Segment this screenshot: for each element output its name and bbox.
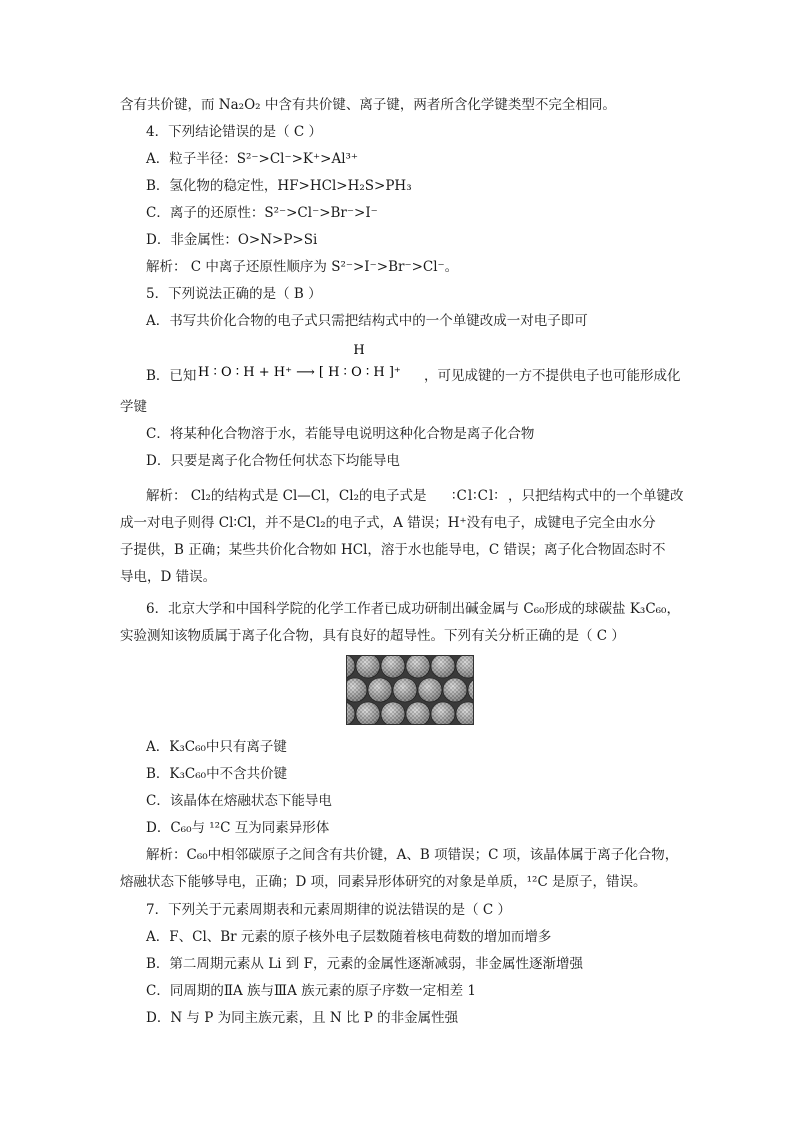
c60-sphere-shade (443, 678, 467, 702)
text-line: 含有共价键，而 Na₂O₂ 中含有共价键、离子键，两者所含化学键类型不完全相同。 (120, 97, 616, 113)
analysis-6-line1: 解析：C₆₀中相邻碳原子之间含有共价键，A、B 项错误；C 项，该晶体属于离子化合物， (146, 847, 679, 863)
analysis-5-line1-prefix: 解析： Cl₂的结构式是 Cl—Cl，Cl₂的电子式是 (146, 488, 427, 504)
analysis-5-line2: 成一对电子则得 Cl∶Cl，并不是Cl₂的电子式，A 错误；H⁺没有电子，成键电子完全由水分 (120, 515, 656, 531)
option-5c: C．将某种化合物溶于水，若能导电说明这种化合物是离子化合物 (146, 426, 535, 442)
equation-body: H ∶ O ∶ H + H⁺ ⟶ [ H ∶ O ∶ H ]⁺ (198, 365, 401, 380)
option-4b: B．氢化物的稳定性，HF>HCl>H₂S>PH₃ (146, 178, 412, 194)
analysis-5-line4: 导电，D 错误。 (120, 569, 217, 585)
question-6-line2: 实验测知该物质属于离子化合物，具有良好的超导性。下列有关分析正确的是（ C ） (120, 628, 625, 644)
question-7: 7．下列关于元素周期表和元素周期律的说法错误的是（ C ） (146, 902, 512, 918)
option-4a: A．粒子半径：S²⁻>Cl⁻>K⁺>Al³⁺ (146, 151, 359, 167)
option-7c: C．同周期的ⅡA 族与ⅢA 族元素的原子序数一定相差 1 (146, 983, 476, 999)
analysis-4: 解析： C 中离子还原性顺序为 S²⁻>Ⅰ⁻>Br⁻>Cl⁻。 (146, 259, 459, 275)
option-7a: A．F、Cl、Br 元素的原子核外电子层数随着核电荷数的增加而增多 (146, 929, 552, 945)
option-5d: D．只要是离子化合物任何状态下均能导电 (146, 453, 400, 469)
question-4: 4．下列结论错误的是（ C ） (146, 124, 323, 140)
option-5b-continued: 学键 (120, 399, 147, 415)
option-6c: C．该晶体在熔融状态下能导电 (146, 793, 332, 809)
option-4c: C．离子的还原性：S²⁻>Cl⁻>Br⁻>Ⅰ⁻ (146, 205, 378, 221)
equation-top-h: H (353, 343, 365, 358)
option-5a: A．书写共价化合物的电子式只需把结构式中的一个单键改成一对电子即可 (146, 313, 588, 329)
option-7d: D．N 与 P 为同主族元素，且 N 比 P 的非金属性强 (146, 1010, 459, 1026)
electron-formula-equation (194, 340, 424, 380)
analysis-5-line3: 子提供，B 正确；某些共价化合物如 HCl，溶于水也能导电，C 错误；离子化合物固态时不 (120, 542, 666, 558)
option-6a: A．K₃C₆₀中只有离子键 (146, 739, 287, 755)
option-6b: B．K₃C₆₀中不含共价键 (146, 766, 288, 782)
c60-sphere-shade (393, 678, 417, 702)
fullerene-crystal-image (346, 655, 474, 725)
c60-sphere-shade (418, 678, 442, 702)
option-5b-prefix: B．已知 (146, 368, 197, 384)
option-7b: B．第二周期元素从 Li 到 F，元素的金属性逐渐减弱，非金属性逐渐增强 (146, 956, 583, 972)
option-4d: D．非金属性：O>N>P>Si (146, 232, 318, 248)
option-5b-suffix: ，可见成键的一方不提供电子也可能形成化 (424, 368, 681, 384)
question-6-line1: 6．北京大学和中国科学院的化学工作者已成功研制出碱金属与 C₆₀形成的球碳盐 K₃C₆₀， (146, 601, 680, 617)
c60-sphere-shade (368, 678, 392, 702)
analysis-6-line2: 熔融状态下能够导电，正确；D 项，同素异形体研究的对象是单质，¹²C 是原子，错误。 (120, 874, 647, 890)
cl2-electron-formula: ∶Cl∶Cl∶ (452, 488, 499, 504)
question-5: 5．下列说法正确的是（ B ） (146, 286, 322, 302)
option-6d: D．C₆₀与 ¹²C 互为同素异形体 (146, 820, 330, 836)
analysis-5-line1-suffix: ，只把结构式中的一个单键改 (508, 488, 684, 504)
